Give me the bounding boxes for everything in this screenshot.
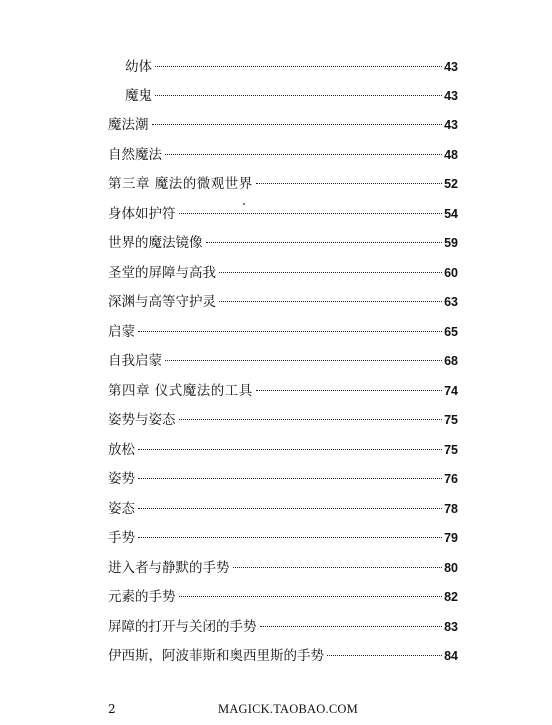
toc-entry: [125, 86, 458, 106]
toc-entry: [108, 617, 458, 637]
toc-entry-title: 启蒙: [108, 324, 135, 340]
toc-entry: [108, 233, 458, 253]
toc-leader-dots: [179, 213, 443, 214]
toc-entry-page: 43: [444, 89, 458, 103]
toc-entry: [108, 292, 458, 312]
toc-entry-page: 83: [444, 620, 458, 634]
toc-leader-dots: [256, 390, 442, 391]
toc-entry: [108, 646, 458, 666]
toc-entry-title: 第四章 仪式魔法的工具: [108, 383, 253, 399]
toc-entry: [108, 558, 458, 578]
toc-entry-title: 世界的魔法镜像: [108, 235, 203, 251]
toc-entry: [108, 263, 458, 283]
toc-entry-title: 放松: [108, 442, 135, 458]
page-number: 2: [108, 702, 116, 716]
toc-entry: [108, 145, 458, 165]
toc-entry-page: 78: [444, 502, 458, 516]
toc-entry-title: 自然魔法: [108, 147, 162, 163]
toc-leader-dots: [155, 95, 442, 96]
toc-entry-page: 84: [444, 649, 458, 663]
toc-entry-title: 圣堂的屏障与高我: [108, 265, 216, 281]
toc-leader-dots: [179, 596, 443, 597]
toc-entry: [108, 587, 458, 607]
toc-leader-dots: [219, 301, 442, 302]
toc-entry-page: 68: [444, 354, 458, 368]
toc-leader-dots: [165, 154, 442, 155]
toc-entry-chapter: [108, 381, 458, 401]
footer-site-text: MAGICK.TAOBAO.COM: [218, 702, 358, 716]
toc-entry-title: 身体如护符: [108, 206, 176, 222]
toc-entry-title: 魔鬼: [125, 88, 152, 104]
toc-leader-dots: [256, 183, 442, 184]
toc-leader-dots: [138, 537, 442, 538]
toc-entry-title: 姿态: [108, 501, 135, 517]
toc-entry: [108, 322, 458, 342]
toc-entry-page: 75: [444, 443, 458, 457]
toc-entry-page: 65: [444, 325, 458, 339]
toc-entry-page: 60: [444, 266, 458, 280]
toc-entry: [108, 469, 458, 489]
toc-leader-dots: [138, 478, 442, 479]
toc-entry-page: 75: [444, 413, 458, 427]
toc-entry-page: 48: [444, 148, 458, 162]
toc-entry-page: 80: [444, 561, 458, 575]
toc-entry: [108, 351, 458, 371]
toc-entry-page: 43: [444, 60, 458, 74]
toc-entry-page: 63: [444, 295, 458, 309]
toc-entry-title: 进入者与静默的手势: [108, 560, 230, 576]
toc-entry-chapter: [108, 174, 458, 194]
toc-entry-page: 59: [444, 236, 458, 250]
toc-entry: [108, 440, 458, 460]
toc-leader-dots: [138, 331, 442, 332]
toc-entry-title: 第三章 魔法的微观世界: [108, 176, 253, 192]
toc-entry-title: 深渊与高等守护灵: [108, 294, 216, 310]
toc-entry-title: 屏障的打开与关闭的手势: [108, 619, 257, 635]
toc-entry-title: 魔法潮: [108, 117, 149, 133]
toc-entry: [125, 57, 458, 77]
toc-leader-dots: [219, 272, 442, 273]
toc-leader-dots: [233, 567, 443, 568]
toc-leader-dots: [138, 508, 442, 509]
toc-entry-title: 姿势: [108, 471, 135, 487]
toc-entry-title: 手势: [108, 530, 135, 546]
toc-entry-page: 82: [444, 590, 458, 604]
toc-entry: [108, 115, 458, 135]
toc-leader-dots: [138, 449, 442, 450]
scan-speck: [243, 203, 245, 205]
toc-entry-page: 54: [444, 207, 458, 221]
toc-entry-title: 幼体: [125, 59, 152, 75]
toc-entry-page: 79: [444, 531, 458, 545]
toc-entry-page: 43: [444, 118, 458, 132]
toc-leader-dots: [260, 626, 443, 627]
toc-entry: [108, 410, 458, 430]
toc-entry-page: 74: [444, 384, 458, 398]
toc-entry-title: 元素的手势: [108, 589, 176, 605]
toc-entry-title: 伊西斯，阿波菲斯和奥西里斯的手势: [108, 648, 324, 664]
toc-leader-dots: [165, 360, 442, 361]
toc-entry-page: 76: [444, 472, 458, 486]
toc-leader-dots: [155, 66, 442, 67]
toc-entry: [108, 499, 458, 519]
toc-leader-dots: [206, 242, 443, 243]
toc-entry-page: 52: [444, 177, 458, 191]
toc-entry-title: 姿势与姿态: [108, 412, 176, 428]
toc-leader-dots: [179, 419, 443, 420]
toc-leader-dots: [327, 655, 442, 656]
toc-entry-title: 自我启蒙: [108, 353, 162, 369]
toc-entry: [108, 204, 458, 224]
toc-entry: [108, 528, 458, 548]
toc-leader-dots: [152, 124, 443, 125]
